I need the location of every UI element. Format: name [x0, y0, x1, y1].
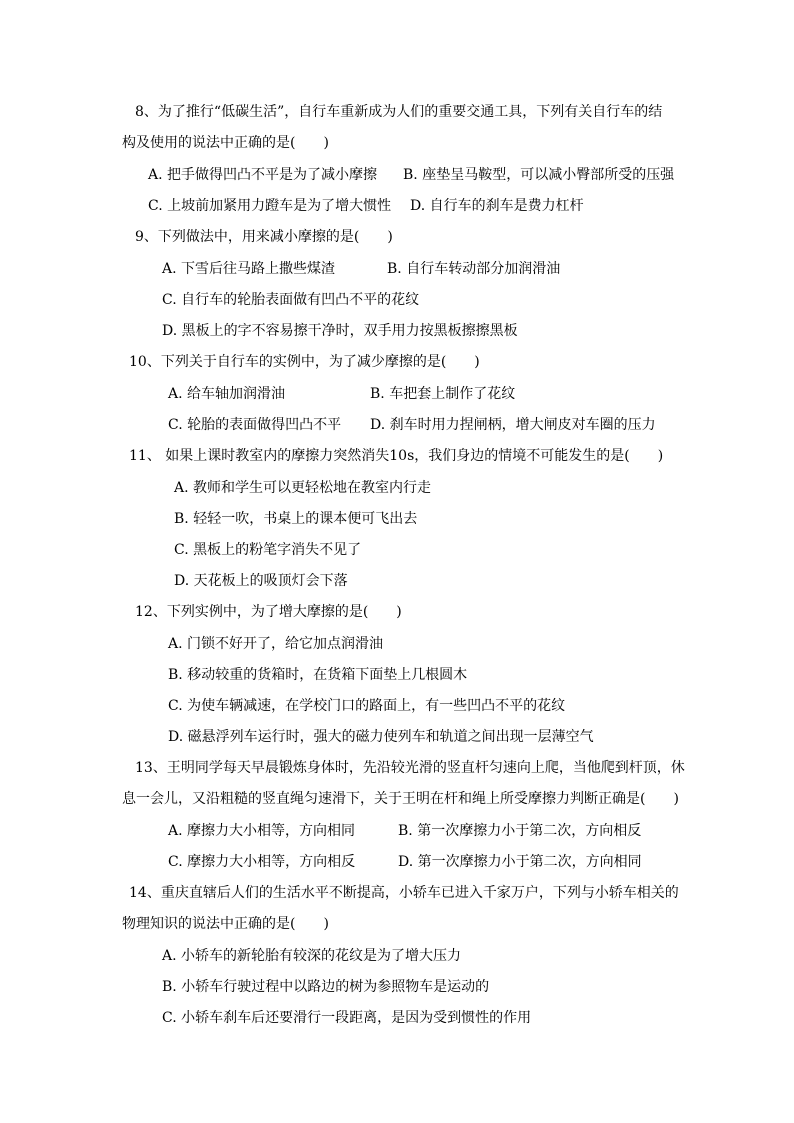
question-12-stem: 12、下列实例中，为了增大摩擦的是( ): [135, 604, 402, 620]
question-10-option-d: D. 刹车时用力捏闸柄，增大闸皮对车圈的压力: [370, 417, 656, 433]
question-12-option-b: B. 移动较重的货箱时，在货箱下面垫上几根圆木: [168, 667, 468, 683]
question-10-options-row-1: [168, 385, 515, 403]
question-9-option-a: A. 下雪后往马路上撒些煤渣: [162, 261, 336, 277]
question-11-stem: 11、 如果上课时教室内的摩擦力突然消失10s，我们身边的情境不可能发生的是( ): [129, 448, 664, 464]
question-13-options-row-1: [168, 822, 641, 840]
question-10-stem: 10、下列关于自行车的实例中，为了减少摩擦的是( ): [129, 354, 480, 370]
question-8-options-row-2: [148, 197, 584, 215]
question-14-stem-line-2: 物理知识的说法中正确的是( ): [122, 916, 329, 932]
question-10-options-row-2: [168, 416, 656, 434]
question-9-option-c: C. 自行车的轮胎表面做有凹凸不平的花纹: [162, 292, 420, 308]
question-12-option-c: C. 为使车辆减速，在学校门口的路面上，有一些凹凸不平的花纹: [168, 698, 566, 714]
question-10-option-b: B. 车把套上制作了花纹: [370, 386, 516, 402]
question-13-options-row-2: [168, 853, 642, 871]
question-8-option-a: A. 把手做得凹凸不平是为了减小摩擦: [148, 167, 378, 183]
question-8-stem-line-2: 构及使用的说法中正确的是( ): [122, 135, 329, 151]
question-13-stem-line-2: 息一会儿，又沿粗糙的竖直绳匀速滑下，关于王明在杆和绳上所受摩擦力判断正确是( ): [122, 791, 679, 807]
question-9-options-row-1: [162, 260, 560, 278]
question-11-option-b: B. 轻轻一吹，书桌上的课本便可飞出去: [174, 511, 418, 527]
question-13-option-a: A. 摩擦力大小相等，方向相同: [168, 823, 356, 839]
question-9-stem: 9、下列做法中，用来减小摩擦的是( ): [135, 229, 393, 245]
question-14-stem-line-1: 14、重庆直辖后人们的生活水平不断提高，小轿车已进入千家万户，下列与小轿车相关的: [129, 885, 679, 901]
question-10-option-a: A. 给车轴加润滑油: [168, 386, 286, 402]
question-9-option-d: D. 黑板上的字不容易擦干净时，双手用力按黑板擦擦黑板: [162, 323, 518, 339]
question-14-option-c: C. 小轿车刹车后还要滑行一段距离，是因为受到惯性的作用: [162, 1010, 532, 1026]
question-13-stem-line-1: 13、王明同学每天早晨锻炼身体时，先沿较光滑的竖直杆匀速向上爬，当他爬到杆顶，休: [135, 760, 685, 776]
question-8-options-row-1: [148, 166, 674, 184]
question-13-option-b: B. 第一次摩擦力小于第二次，方向相反: [398, 823, 642, 839]
question-11-option-c: C. 黑板上的粉笔字消失不见了: [174, 542, 362, 558]
question-13-option-d: D. 第一次摩擦力小于第二次，方向相同: [398, 854, 642, 870]
question-10-option-c: C. 轮胎的表面做得凹凸不平: [168, 417, 342, 433]
question-11-option-d: D. 天花板上的吸顶灯会下落: [174, 573, 348, 589]
question-12-option-a: A. 门锁不好开了，给它加点润滑油: [168, 636, 384, 652]
question-11-option-a: A. 教师和学生可以更轻松地在教室内行走: [174, 480, 432, 496]
question-9-option-b: B. 自行车转动部分加润滑油: [387, 261, 561, 277]
question-8-option-d: D. 自行车的刹车是费力杠杆: [410, 198, 584, 214]
question-8-stem-line-1: 8、为了推行“低碳生活”，自行车重新成为人们的重要交通工具，下列有关自行车的结: [135, 104, 663, 120]
question-14-option-a: A. 小轿车的新轮胎有较深的花纹是为了增大压力: [162, 948, 462, 964]
question-8-option-c: C. 上坡前加紧用力蹬车是为了增大惯性: [148, 198, 392, 214]
question-8-option-b: B. 座垫呈马鞍型，可以减小臀部所受的压强: [403, 167, 675, 183]
question-12-option-d: D. 磁悬浮列车运行时，强大的磁力使列车和轨道之间出现一层薄空气: [168, 729, 594, 745]
question-13-option-c: C. 摩擦力大小相等，方向相反: [168, 854, 356, 870]
question-14-option-b: B. 小轿车行驶过程中以路边的树为参照物车是运动的: [162, 979, 490, 995]
